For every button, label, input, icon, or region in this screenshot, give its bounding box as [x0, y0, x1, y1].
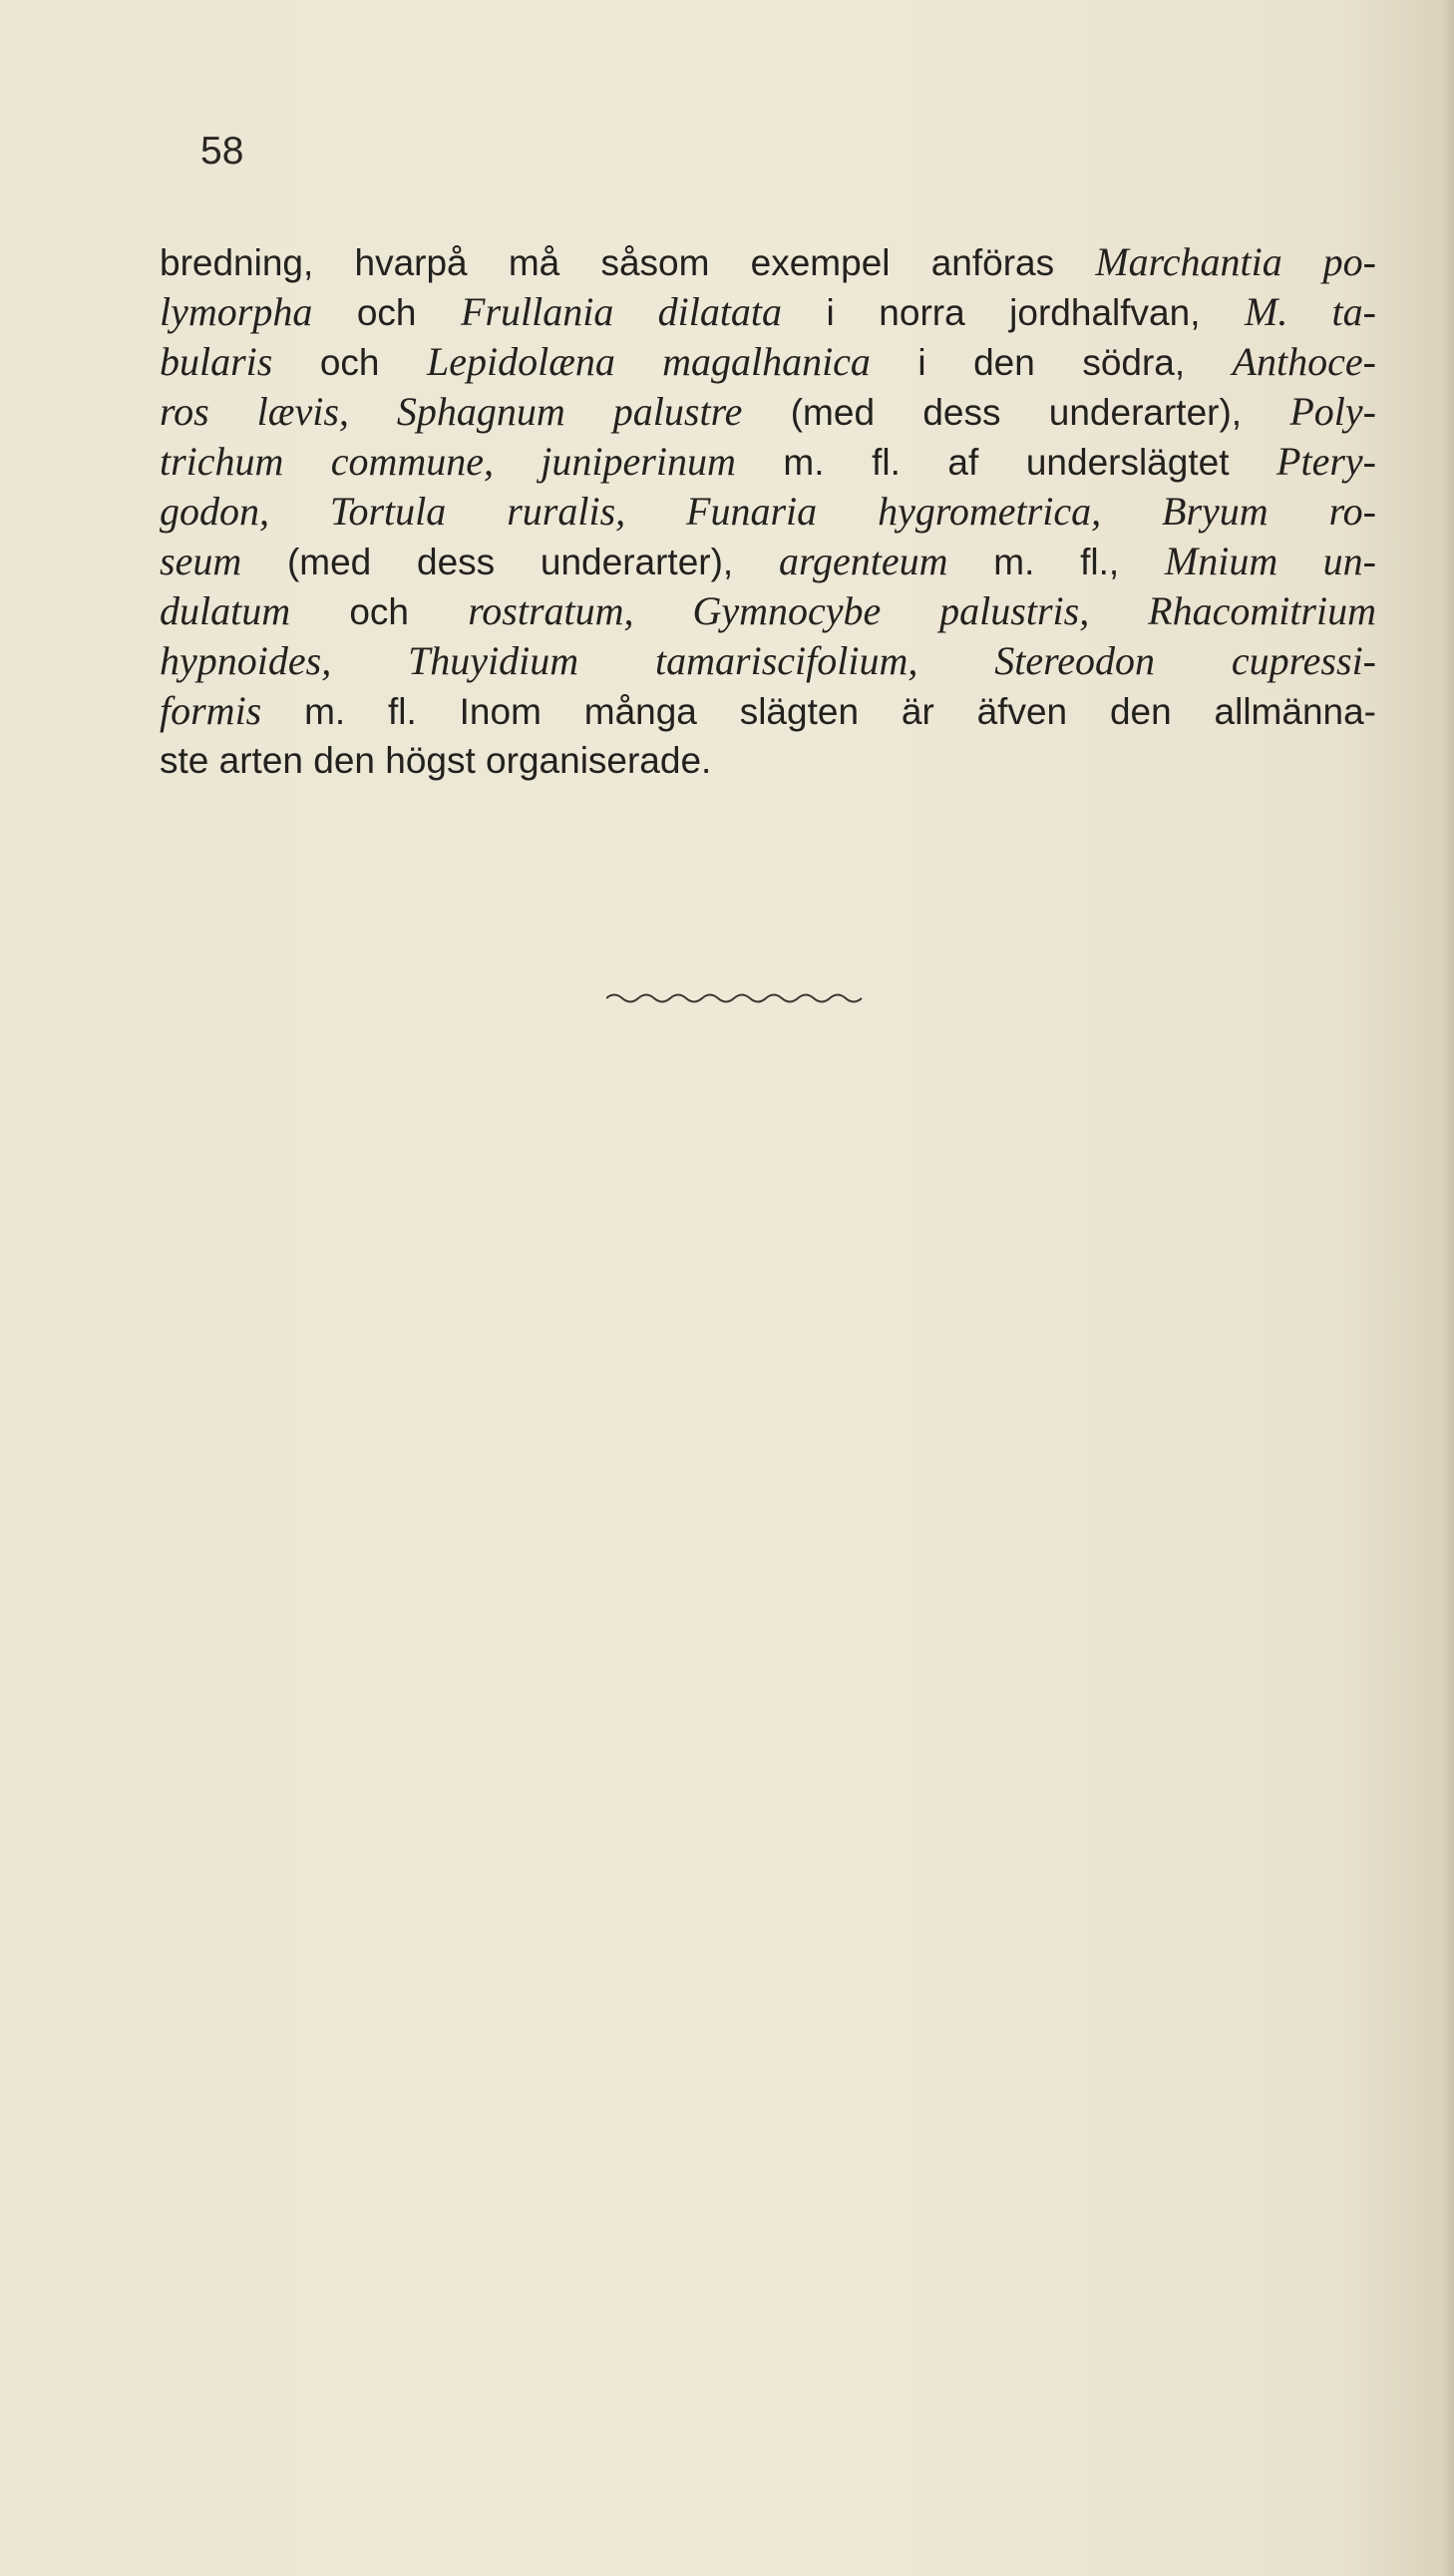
- species-name: ros lævis, Sphagnum palustre: [160, 389, 743, 434]
- text-run: och: [312, 292, 462, 333]
- text-run: m. fl. af underslägtet: [735, 442, 1277, 483]
- species-name: trichum commune, juniperinum: [160, 439, 736, 484]
- text-line: [160, 537, 1376, 586]
- species-name: hypnoides, Thuyidium tamariscifolium, Stereodon cupressi-: [160, 638, 1376, 683]
- text-run: och: [290, 591, 469, 632]
- wavy-rule-ornament: [606, 991, 866, 1005]
- species-name: Anthoce-: [1232, 339, 1376, 384]
- text-run: m. fl. Inom många slägten är äfven den allmänna-: [261, 691, 1376, 732]
- text-line: [160, 636, 1376, 686]
- species-name: Mnium un-: [1164, 539, 1377, 583]
- text-run: (med dess underarter),: [241, 542, 779, 582]
- text-run: i norra jordhalfvan,: [782, 292, 1245, 333]
- species-name: bularis: [160, 339, 273, 384]
- species-name: godon, Tortula ruralis, Funaria hygrometrica, Bryum ro-: [160, 489, 1376, 534]
- text-line: [160, 287, 1376, 337]
- species-name: seum: [160, 539, 242, 583]
- species-name: lymorpha: [160, 289, 313, 334]
- text-line: [160, 237, 1376, 287]
- species-name: Frullania dilatata: [461, 289, 783, 334]
- species-name: formis: [160, 688, 262, 733]
- page-edge-shadow: [1442, 0, 1454, 2576]
- species-name: Lepidolæna magalhanica: [426, 339, 871, 384]
- species-name: Ptery-: [1276, 439, 1376, 484]
- text-line: [160, 586, 1376, 636]
- body-paragraph: [160, 237, 1376, 786]
- text-run: bredning, hvarpå må såsom exempel anföras: [160, 242, 1096, 283]
- text-line: [160, 686, 1376, 736]
- text-run: ste arten den högst organiserade.: [160, 740, 712, 781]
- text-line: [160, 337, 1376, 387]
- species-name: dulatum: [160, 588, 291, 633]
- species-name: M. ta-: [1245, 289, 1376, 334]
- page-number: 58: [200, 130, 244, 173]
- species-name: rostratum, Gymnocybe palustris, Rhacomitrium: [468, 588, 1377, 633]
- text-line: [160, 387, 1376, 437]
- species-name: argenteum: [778, 539, 948, 583]
- text-run: m. fl.,: [947, 542, 1165, 582]
- text-line: [160, 437, 1376, 487]
- text-run: (med dess underarter),: [742, 392, 1290, 433]
- text-run: i den södra,: [870, 342, 1233, 383]
- text-line: [160, 487, 1376, 537]
- text-run: och: [272, 342, 427, 383]
- species-name: Poly-: [1289, 389, 1376, 434]
- species-name: Marchantia po-: [1095, 239, 1376, 284]
- text-line: [160, 736, 1376, 786]
